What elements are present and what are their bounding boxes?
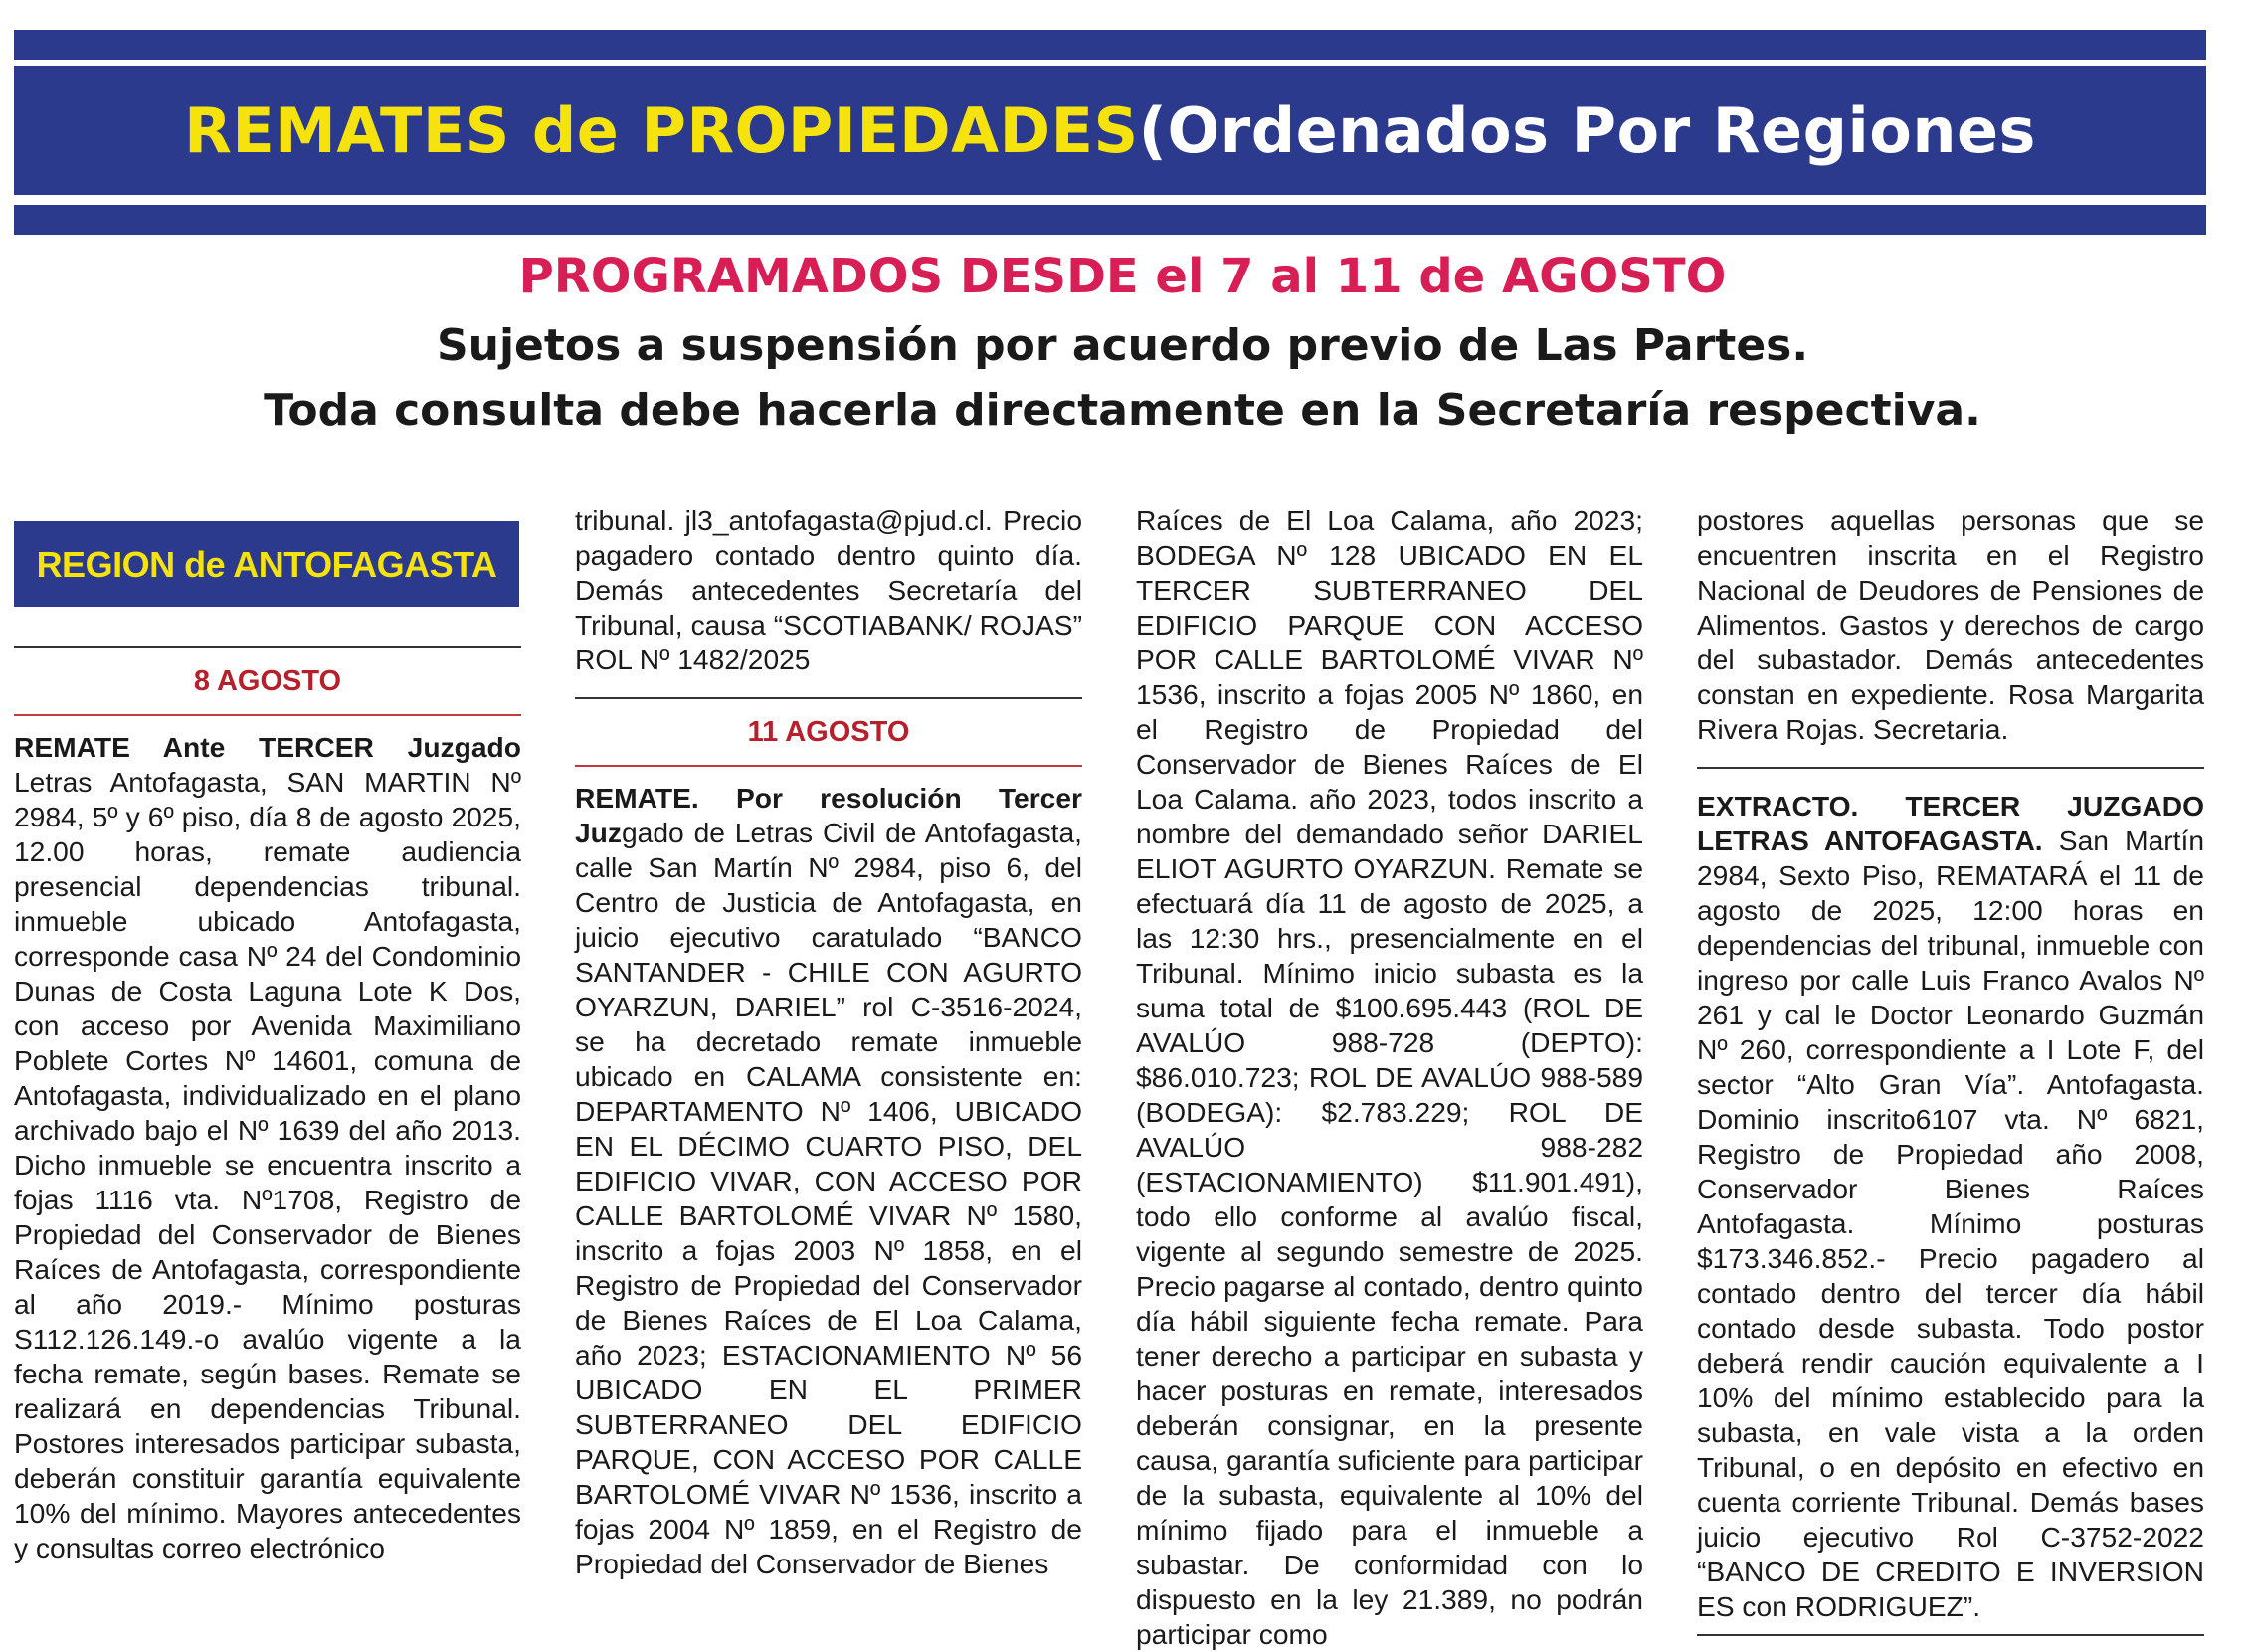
page-title-suffix: (Ordenados Por Regiones	[1138, 93, 2036, 167]
region-heading: REGION de ANTOFAGASTA	[14, 521, 519, 607]
notice-3-body: San Martín 2984, Sexto Piso, REMATARÁ el 11 de agosto de 2025, 12:00 horas en dependencias del tribunal, inmueble con ingreso por calle Luis Franco Avalos Nº 261 y cal le Doctor Leonardo Guzmán Nº 260, correspondiente a I Lote F, del sector “Alto Gran Vía”. Antofagasta. Dominio inscrito6107 vta. Nº 6821, Registro de Propiedad año 2008, Conservador Bienes Raíces Antofagasta. Mínimo posturas $173.346.852.- Precio pagadero al contado dentro del tercer día hábil contado desde subasta. Todo postor deberá rendir caución equivalente a I 10% del mínimo establecido para la subasta, en vale vista a la orden Tribunal, o en depósito en efectivo en cuenta corriente Tribunal. Demás bases juicio ejecutivo Rol C-3752-2022 “BANCO DE CREDITO E INVERSION ES con RODRIGUEZ”.	[1697, 825, 2205, 1622]
notice-1-continued: tribunal. jl3_antofagasta@pjud.cl. Precio pagadero contado dentro quinto día. Demás antecedentes Secretaría del Tribunal, causa “SCOTIABANK/ ROJAS” ROL Nº 1482/2025	[575, 504, 1082, 675]
bottom-rule	[14, 205, 2206, 235]
notice-1-lead: REMATE Ante TERCER Juzgado	[14, 731, 521, 763]
notice-3	[1697, 789, 2204, 1624]
divider	[1697, 1634, 2204, 1636]
column-3	[1136, 503, 1643, 1652]
column-4	[1697, 503, 2204, 1636]
notice-2-body: gado de Letras Civil de Antofagasta, calle San Martín Nº 2984, piso 6, del Centro de Justicia de Antofagasta, en juicio ejecutivo caratulado “BANCO SANTANDER - CHILE CON AGURTO OYARZUN, DARIEL” rol C-3516-2024, se ha decretado remate inmueble ubicado en CALAMA consistente en: DEPARTAMENTO Nº 1406, UBICADO EN EL DÉCIMO CUARTO PISO, DEL EDIFICIO VIVAR, CON ACCESO POR CALLE BARTOLOMÉ VIVAR Nº 1580, inscrito a fojas 2003 Nº 1858, en el Registro de Propiedad del Conservador de Bienes Raíces de El Loa Calama, año 2023; ESTACIONAMIENTO Nº 56 UBICADO EN EL PRIMER SUBTERRANEO DEL EDIFICIO PARQUE, CON ACCESO POR CALLE BARTOLOMÉ VIVAR Nº 1536, inscrito a fojas 2004 Nº 1859, en el Registro de Propiedad del Conservador de Bienes	[575, 817, 1082, 1579]
column-2	[575, 503, 1082, 1581]
section-heading-8-agosto: 8 AGOSTO	[193, 665, 342, 697]
notice-2-continued: Raíces de El Loa Calama, año 2023; BODEGA Nº 128 UBICADO EN EL TERCER SUBTERRANEO DEL EDIFICIO PARQUE CON ACCESO POR CALLE BARTOLOMÉ VIVAR Nº 1536, inscrito a fojas 2005 Nº 1860, en el Registro de Propiedad del Conservador de Bienes Raíces de El Loa Calama. año 2023, todos inscrito a nombre del demandado señor DARIEL ELIOT AGURTO OYARZUN. Remate se efectuará día 11 de agosto de 2025, a las 12:30 hrs., presencialmente en el Tribunal. Mínimo inicio subasta es la suma total de $100.695.443 (ROL DE AVALÚO 988-728 (DEPTO): $86.010.723; ROL DE AVALÚO 988-589 (BODEGA): $2.783.229; ROL DE AVALÚO 988-282 (ESTACIONAMIENTO) $11.901.491), todo ello conforme al avalúo fiscal, vigente al segundo semestre de 2025. Precio pagarse al contado, dentro quinto día hábil siguiente fecha remate. Para tener derecho a participar en subasta y hacer posturas en remate, interesados deberán consignar, en la presente causa, garantía suficiente para participar de la subasta, equivalente al 10% del mínimo fijado para el inmueble a subastar. De conformidad con lo dispuesto en la ley 21.389, no podrán participar como	[1136, 504, 1643, 1650]
notice-line-1: Sujetos a suspensión por acuerdo previo de Las Partes.	[436, 320, 1809, 371]
notice-1	[14, 730, 521, 1565]
page-title: REMATES de PROPIEDADES	[184, 93, 1139, 167]
section-heading-11-agosto: 11 AGOSTO	[747, 716, 910, 748]
page-title-banner	[14, 66, 2206, 195]
notice-line-2: Toda consulta debe hacerla directamente en la Secretaría respectiva.	[264, 385, 1981, 436]
notice-1-body: Letras Antofagasta, SAN MARTIN Nº 2984, 5º y 6º piso, día 8 de agosto 2025, 12.00 horas, remate audiencia presencial dependencias tribunal. inmueble ubicado Antofagasta, corresponde casa Nº 24 del Condominio Dunas de Costa Laguna Lote K Dos, con acceso por Avenida Maximiliano Poblete Cortes Nº 14601, comuna de Antofagasta, individualizado en el plano archivado bajo el Nº 1639 del año 2013. Dicho inmueble se encuentra inscrito a fojas 1116 vta. Nº1708, Registro de Propiedad del Conservador de Bienes Raíces de Antofagasta, correspondiente al año 2019.- Mínimo posturas S112.126.149.-o avalúo vigente a la fecha remate, según bases. Remate se realizará en dependencias Tribunal. Postores interesados participar subasta, deberán constituir garantía equivalente 10% del mínimo. Mayores antecedentes y consultas correo electrónico	[14, 766, 521, 1563]
notice-2-lead: REMATE. Por resolución Tercer Juz	[575, 782, 1082, 848]
notice-2	[575, 781, 1082, 1581]
column-1	[14, 503, 521, 1565]
top-rule	[14, 30, 2206, 60]
notice-3-lead: EXTRACTO. TERCER JUZGADO LETRAS ANTOFAGASTA.	[1697, 790, 2204, 856]
notice-2-continued-2: postores aquellas personas que se encuentren inscrita en el Registro Nacional de Deudores de Pensiones de Alimentos. Gastos y derechos de cargo del subastador. Demás antecedentes constan en expediente. Rosa Margarita Rivera Rojas. Secretaria.	[1697, 504, 2204, 745]
date-range-heading: PROGRAMADOS DESDE el 7 al 11 de AGOSTO	[518, 249, 1727, 304]
